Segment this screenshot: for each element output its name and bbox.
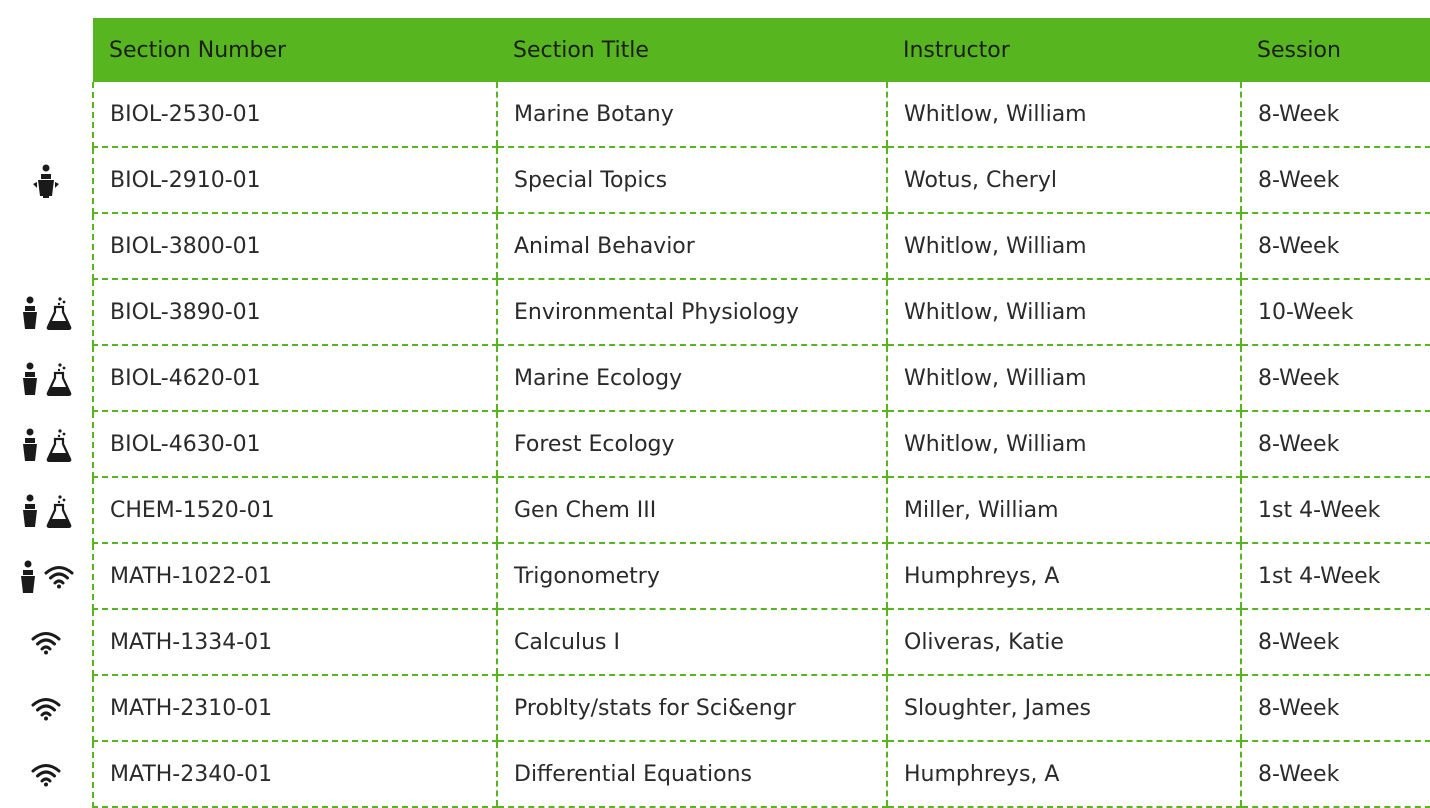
section-title-cell[interactable]: Marine Botany bbox=[497, 82, 887, 147]
person-icon bbox=[20, 494, 40, 528]
session-cell: 8-Week bbox=[1241, 675, 1430, 741]
session-cell: 10-Week bbox=[1241, 279, 1430, 345]
section-title-cell[interactable]: Animal Behavior bbox=[497, 213, 887, 279]
person-icon bbox=[18, 560, 38, 594]
instructor-cell: Whitlow, William bbox=[887, 345, 1241, 411]
table-row[interactable] bbox=[93, 279, 1430, 345]
header-session[interactable]: Session bbox=[1257, 37, 1341, 63]
delivery-mode-icons bbox=[0, 82, 92, 808]
section-title-cell[interactable]: Marine Ecology bbox=[497, 345, 887, 411]
table-row[interactable] bbox=[93, 477, 1430, 543]
section-number-cell[interactable]: MATH-2310-01 bbox=[93, 675, 497, 741]
session-cell: 8-Week bbox=[1241, 411, 1430, 477]
session-cell: 1st 4-Week bbox=[1241, 543, 1430, 609]
instructor-cell: Whitlow, William bbox=[887, 279, 1241, 345]
section-title-cell[interactable]: Problty/stats for Sci&engr bbox=[497, 675, 887, 741]
row-icons bbox=[0, 82, 92, 148]
section-number-cell[interactable]: CHEM-1520-01 bbox=[93, 477, 497, 543]
instructor-cell: Whitlow, William bbox=[887, 411, 1241, 477]
row-icons bbox=[0, 280, 92, 346]
table-row[interactable] bbox=[93, 411, 1430, 477]
flask-icon bbox=[46, 494, 72, 528]
flask-icon bbox=[46, 362, 72, 396]
instructor-cell: Whitlow, William bbox=[887, 213, 1241, 279]
row-icons bbox=[0, 742, 92, 808]
instructor-cell: Humphreys, A bbox=[887, 543, 1241, 609]
table-header-row bbox=[93, 18, 1430, 82]
flask-icon bbox=[46, 428, 72, 462]
person-lectern-icon bbox=[31, 164, 61, 198]
section-number-cell[interactable]: MATH-1022-01 bbox=[93, 543, 497, 609]
session-cell: 8-Week bbox=[1241, 345, 1430, 411]
row-icons bbox=[0, 148, 92, 214]
wifi-icon bbox=[31, 763, 61, 787]
section-number-cell[interactable]: MATH-2340-01 bbox=[93, 741, 497, 807]
session-cell: 1st 4-Week bbox=[1241, 477, 1430, 543]
section-number-cell[interactable]: BIOL-3800-01 bbox=[93, 213, 497, 279]
table-row[interactable] bbox=[93, 345, 1430, 411]
person-icon bbox=[20, 428, 40, 462]
section-number-cell[interactable]: BIOL-4620-01 bbox=[93, 345, 497, 411]
row-icons bbox=[0, 610, 92, 676]
section-number-cell[interactable]: BIOL-3890-01 bbox=[93, 279, 497, 345]
section-title-cell[interactable]: Special Topics bbox=[497, 147, 887, 213]
instructor-cell: Sloughter, James bbox=[887, 675, 1241, 741]
flask-icon bbox=[46, 296, 72, 330]
instructor-cell: Wotus, Cheryl bbox=[887, 147, 1241, 213]
section-title-cell[interactable]: Calculus I bbox=[497, 609, 887, 675]
wifi-icon bbox=[31, 697, 61, 721]
table-row[interactable] bbox=[93, 213, 1430, 279]
table-row[interactable] bbox=[93, 543, 1430, 609]
session-cell: 8-Week bbox=[1241, 609, 1430, 675]
section-number-cell[interactable]: BIOL-4630-01 bbox=[93, 411, 497, 477]
row-icons bbox=[0, 544, 92, 610]
row-icons bbox=[0, 412, 92, 478]
section-title-cell[interactable]: Forest Ecology bbox=[497, 411, 887, 477]
row-icons bbox=[0, 676, 92, 742]
header-instructor[interactable]: Instructor bbox=[903, 37, 1010, 63]
row-icons bbox=[0, 346, 92, 412]
wifi-icon bbox=[31, 631, 61, 655]
header-section-title[interactable]: Section Title bbox=[513, 37, 649, 63]
section-title-cell[interactable]: Trigonometry bbox=[497, 543, 887, 609]
course-sections-table-wrap bbox=[92, 18, 1430, 808]
table-row[interactable] bbox=[93, 741, 1430, 807]
row-icons bbox=[0, 478, 92, 544]
wifi-icon bbox=[44, 565, 74, 589]
person-icon bbox=[20, 362, 40, 396]
session-cell: 8-Week bbox=[1241, 741, 1430, 807]
instructor-cell: Miller, William bbox=[887, 477, 1241, 543]
section-number-cell[interactable]: BIOL-2530-01 bbox=[93, 82, 497, 147]
section-title-cell[interactable]: Gen Chem III bbox=[497, 477, 887, 543]
instructor-cell: Oliveras, Katie bbox=[887, 609, 1241, 675]
session-cell: 8-Week bbox=[1241, 213, 1430, 279]
table-row[interactable] bbox=[93, 147, 1430, 213]
section-number-cell[interactable]: MATH-1334-01 bbox=[93, 609, 497, 675]
session-cell: 8-Week bbox=[1241, 82, 1430, 147]
table-row[interactable] bbox=[93, 82, 1430, 147]
row-icons bbox=[0, 214, 92, 280]
session-cell: 8-Week bbox=[1241, 147, 1430, 213]
person-icon bbox=[20, 296, 40, 330]
section-title-cell[interactable]: Environmental Physiology bbox=[497, 279, 887, 345]
table-row[interactable] bbox=[93, 609, 1430, 675]
instructor-cell: Humphreys, A bbox=[887, 741, 1241, 807]
section-title-cell[interactable]: Differential Equations bbox=[497, 741, 887, 807]
section-number-cell[interactable]: BIOL-2910-01 bbox=[93, 147, 497, 213]
table-row[interactable] bbox=[93, 675, 1430, 741]
instructor-cell: Whitlow, William bbox=[887, 82, 1241, 147]
course-sections-table bbox=[92, 18, 1430, 808]
header-section-number[interactable]: Section Number bbox=[109, 37, 287, 63]
